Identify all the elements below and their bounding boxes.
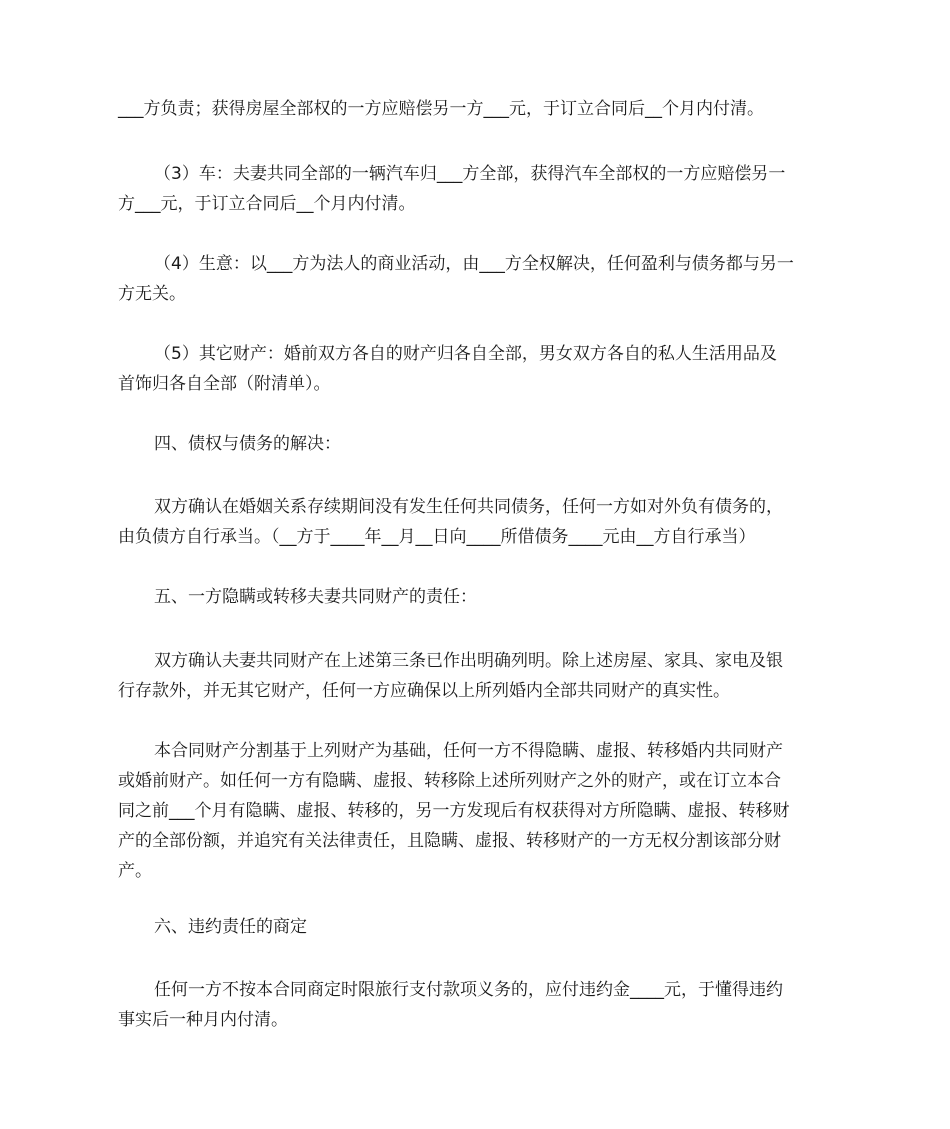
text-line: 双方确认夫妻共同财产在上述第三条已作出明确列明。除上述房屋、家具、家电及银 [154,651,783,671]
heading-text: 五、一方隐瞒或转移夫妻共同财产的责任： [154,587,477,607]
text-line: 或婚前财产。如任何一方有隐瞒、虚报、转移除上述所列财产之外的财产，或在订立本合 [118,771,781,791]
text-line: （4）生意：以___方为法人的商业活动，由___方全权解决，任何盈利与债务都与另一 [154,254,794,274]
text-line: 事实后一种月内付清。 [118,1010,288,1030]
text-line: （5）其它财产：婚前双方各自的财产归各自全部，男女双方各自的私人生活用品及 [154,344,777,364]
text-line: 产。 [118,861,152,881]
paragraph-business [118,249,836,309]
text-line: 方无关。 [118,284,186,304]
text-line: （3）车：夫妻共同全部的一辆汽车归___方全部，获得汽车全部权的一方应赔偿另一 [154,164,786,184]
text-line: 产的全部份额，并追究有关法律责任，且隐瞒、虚报、转移财产的一方无权分割该部分财 [118,831,781,851]
text-line: 由负债方自行承当。（__方于____年__月__日向____所借债务____元由__方自行承当） [118,527,756,547]
paragraph-debts [118,492,836,552]
paragraph-house-compensation [118,94,836,124]
section-heading-breach [118,912,836,942]
heading-text: 六、违约责任的商定 [154,917,307,937]
section-heading-debts [118,429,836,459]
text-line: 任何一方不按本合同商定时限旅行支付款项义务的，应付违约金____元，于懂得违约 [154,980,783,1000]
text-line: 行存款外，并无其它财产，任何一方应确保以上所列婚内全部共同财产的真实性。 [118,681,730,701]
section-heading-concealment [118,582,836,612]
text-line: ___方负责；获得房屋全部权的一方应赔偿另一方___元，于订立合同后__个月内付清。 [118,99,764,119]
text-line: 双方确认在婚姻关系存续期间没有发生任何共同债务，任何一方如对外负有债务的， [154,497,783,517]
paragraph-car [118,159,836,219]
paragraph-breach [118,975,836,1035]
text-line: 本合同财产分割基于上列财产为基础，任何一方不得隐瞒、虚报、转移婚内共同财产 [154,741,783,761]
text-line: 首饰归各自全部（附清单）。 [118,374,331,394]
heading-text: 四、债权与债务的解决： [154,434,341,454]
text-line: 方___元，于订立合同后__个月内付清。 [118,194,416,214]
paragraph-joint-property [118,646,836,706]
text-line: 同之前___个月有隐瞒、虚报、转移的，另一方发现后有权获得对方所隐瞒、虚报、转移财 [118,801,790,821]
paragraph-other-property [118,339,836,399]
paragraph-division-basis [118,736,836,886]
